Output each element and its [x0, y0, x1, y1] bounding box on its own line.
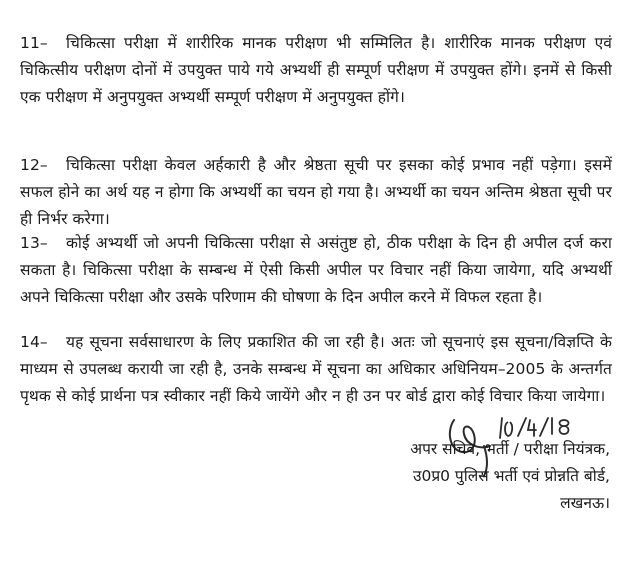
paragraph-text: यह सूचना सर्वसाधारण के लिए प्रकाशित की जा रही है। अतः जो सूचनाएं इस सूचना/विज्ञप्ति के माध्यम से उपलब्ध करायी जा रही है, उनके सम्बन्ध में सूचना का अधिकार अधिनियम–2005 के अन्तर्गत पृथक से कोई प्रार्थना पत्र स्वीकार नहीं किये जायेंगे और न ही उन पर बोर्ड द्वारा कोई विचार किया जायेगा। — [20, 333, 612, 405]
paragraph-text: चिकित्सा परीक्षा में शारीरिक मानक परीक्षण भी सम्मिलित है। शारीरिक मानक परीक्षण एवं चिकित्सीय परीक्षण दोनों में उपयुक्त पाये गये अभ्यर्थी ही सम्पूर्ण परीक्षण में उपयुक्त होंगे। इनमें से किसी एक परीक्षण में अनुपयुक्त अभ्यर्थी सम्पूर्ण परीक्षण में अनुपयुक्त होंगे। — [20, 34, 612, 106]
paragraph-number: 13– — [20, 234, 48, 252]
signatory-location: लखनऊ। — [560, 494, 610, 512]
signatory-organisation: उ0प्र0 पुलिस भर्ती एवं प्रोन्नति बोर्ड, — [412, 467, 610, 485]
signature-block — [350, 436, 610, 517]
paragraph-number: 12– — [20, 156, 48, 174]
paragraph-13 — [20, 230, 612, 311]
paragraph-text: कोई अभ्यर्थी जो अपनी चिकित्सा परीक्षा से असंतुष्ट हो, ठीक परीक्षा के दिन ही अपील दर्ज करा सकता है। चिकित्सा परीक्षा के सम्बन्ध में ऐसी किसी अपील पर विचार नहीं किया जायेगा, यदि अभ्यर्थी अपने चिकित्सा परीक्षा और उसके परिणाम की घोषणा के दिन अपील करने में विफल रहता है। — [20, 234, 612, 306]
paragraph-14 — [20, 329, 612, 410]
paragraph-number: 14– — [20, 333, 48, 351]
paragraph-11 — [20, 30, 612, 111]
paragraph-number: 11– — [20, 34, 48, 52]
paragraph-text: चिकित्सा परीक्षा केवल अर्हकारी है और श्रेष्ठता सूची पर इसका कोई प्रभाव नहीं पड़ेगा। इसमें सफल होने का अर्थ यह न होगा कि अभ्यर्थी का चयन हो गया है। अभ्यर्थी का चयन अन्तिम श्रेष्ठता सूची पर ही निर्भर करेगा। — [20, 156, 612, 228]
signatory-designation: अपर सचिव, भर्ती / परीक्षा नियंत्रक, — [410, 440, 610, 458]
paragraph-12 — [20, 152, 612, 233]
